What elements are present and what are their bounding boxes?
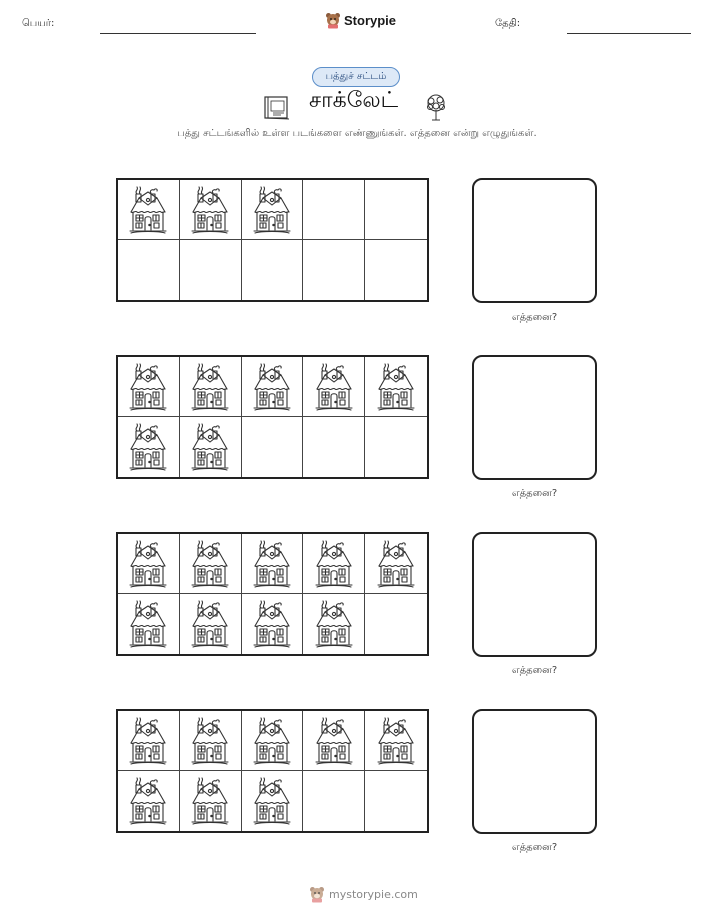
- ten-frame-cell: [180, 771, 242, 831]
- ten-frame-cell: [303, 594, 365, 654]
- ten-frame-cell: [365, 711, 427, 771]
- ten-frame-cell: [180, 357, 242, 417]
- ten-frame-cell: [118, 180, 180, 240]
- date-label: தேதி:: [495, 18, 521, 29]
- gingerbread-house-icon: [190, 599, 230, 649]
- gingerbread-house-icon: [314, 599, 354, 649]
- worksheet-tag: பத்துச் சட்டம்: [312, 67, 400, 87]
- gingerbread-house-icon: [190, 539, 230, 589]
- ten-frame-cell: [180, 180, 242, 240]
- ten-frame-3: [116, 532, 429, 656]
- ten-frame-cell: [303, 240, 365, 300]
- ten-frame-cell: [365, 357, 427, 417]
- gingerbread-house-icon: [190, 362, 230, 412]
- gingerbread-house-icon: [252, 776, 292, 826]
- ten-frame-cell: [303, 357, 365, 417]
- answer-box-2[interactable]: [472, 355, 597, 480]
- ten-frame-2: [116, 355, 429, 479]
- ten-frame-cell: [303, 711, 365, 771]
- ten-frame-cell: [242, 417, 304, 477]
- brand-logo: [325, 12, 396, 29]
- gingerbread-house-icon: [252, 185, 292, 235]
- gingerbread-house-icon: [190, 422, 230, 472]
- gingerbread-house-icon: [314, 362, 354, 412]
- footer: [309, 886, 418, 903]
- gingerbread-house-icon: [314, 539, 354, 589]
- ten-frame-cell: [365, 594, 427, 654]
- tree-icon: [421, 92, 451, 122]
- ten-frame-cell: [118, 417, 180, 477]
- gingerbread-house-icon: [128, 185, 168, 235]
- gingerbread-house-icon: [128, 599, 168, 649]
- ten-frame-cell: [242, 180, 304, 240]
- gingerbread-house-icon: [252, 362, 292, 412]
- gingerbread-house-icon: [190, 185, 230, 235]
- ten-frame-cell: [242, 357, 304, 417]
- answer-box-1[interactable]: [472, 178, 597, 303]
- ten-frame-cell: [118, 594, 180, 654]
- ten-frame-cell: [303, 180, 365, 240]
- ten-frame-cell: [180, 534, 242, 594]
- instructions: பத்து சட்டங்களில் உள்ள படங்களை எண்ணுங்கள். எத்தனை என்று எழுதுங்கள்.: [177, 128, 537, 139]
- bear-icon: [309, 886, 325, 903]
- ten-frame-cell: [180, 594, 242, 654]
- question-label-2: எத்தனை?: [511, 488, 558, 499]
- ten-frame-1: [116, 178, 429, 302]
- ten-frame-cell: [242, 771, 304, 831]
- gingerbread-house-icon: [128, 422, 168, 472]
- ten-frame-cell: [242, 711, 304, 771]
- gingerbread-house-icon: [128, 539, 168, 589]
- name-line[interactable]: [100, 33, 256, 34]
- ten-frame-4: [116, 709, 429, 833]
- question-label-4: எத்தனை?: [511, 842, 558, 853]
- brand-name: Storypie: [344, 13, 397, 28]
- ten-frame-cell: [365, 534, 427, 594]
- ten-frame-cell: [242, 240, 304, 300]
- ten-frame-cell: [365, 417, 427, 477]
- name-label: பெயர்:: [22, 18, 55, 29]
- gingerbread-house-icon: [376, 716, 416, 766]
- gingerbread-house-icon: [252, 539, 292, 589]
- ten-frame-cell: [180, 240, 242, 300]
- question-label-3: எத்தனை?: [511, 665, 558, 676]
- footer-url: mystorypie.com: [329, 888, 418, 901]
- ten-frame-cell: [365, 240, 427, 300]
- ten-frame-cell: [365, 180, 427, 240]
- ten-frame-cell: [180, 711, 242, 771]
- question-label-1: எத்தனை?: [511, 312, 558, 323]
- ten-frame-cell: [118, 534, 180, 594]
- gingerbread-house-icon: [190, 716, 230, 766]
- gingerbread-house-icon: [376, 362, 416, 412]
- gingerbread-house-icon: [128, 362, 168, 412]
- ten-frame-cell: [303, 534, 365, 594]
- ten-frame-cell: [118, 240, 180, 300]
- ten-frame-cell: [242, 534, 304, 594]
- ten-frame-cell: [242, 594, 304, 654]
- ten-frame-cell: [118, 357, 180, 417]
- gingerbread-house-icon: [376, 539, 416, 589]
- gingerbread-house-icon: [252, 716, 292, 766]
- ten-frame-cell: [303, 417, 365, 477]
- ten-frame-cell: [180, 417, 242, 477]
- book-icon: [263, 93, 291, 121]
- bear-icon: [325, 12, 341, 29]
- gingerbread-house-icon: [314, 716, 354, 766]
- ten-frame-cell: [118, 771, 180, 831]
- date-line[interactable]: [567, 33, 691, 34]
- answer-box-3[interactable]: [472, 532, 597, 657]
- ten-frame-cell: [303, 771, 365, 831]
- gingerbread-house-icon: [190, 776, 230, 826]
- ten-frame-cell: [365, 771, 427, 831]
- gingerbread-house-icon: [252, 599, 292, 649]
- worksheet-title: சாக்லேட்: [309, 88, 399, 113]
- answer-box-4[interactable]: [472, 709, 597, 834]
- gingerbread-house-icon: [128, 716, 168, 766]
- ten-frame-cell: [118, 711, 180, 771]
- gingerbread-house-icon: [128, 776, 168, 826]
